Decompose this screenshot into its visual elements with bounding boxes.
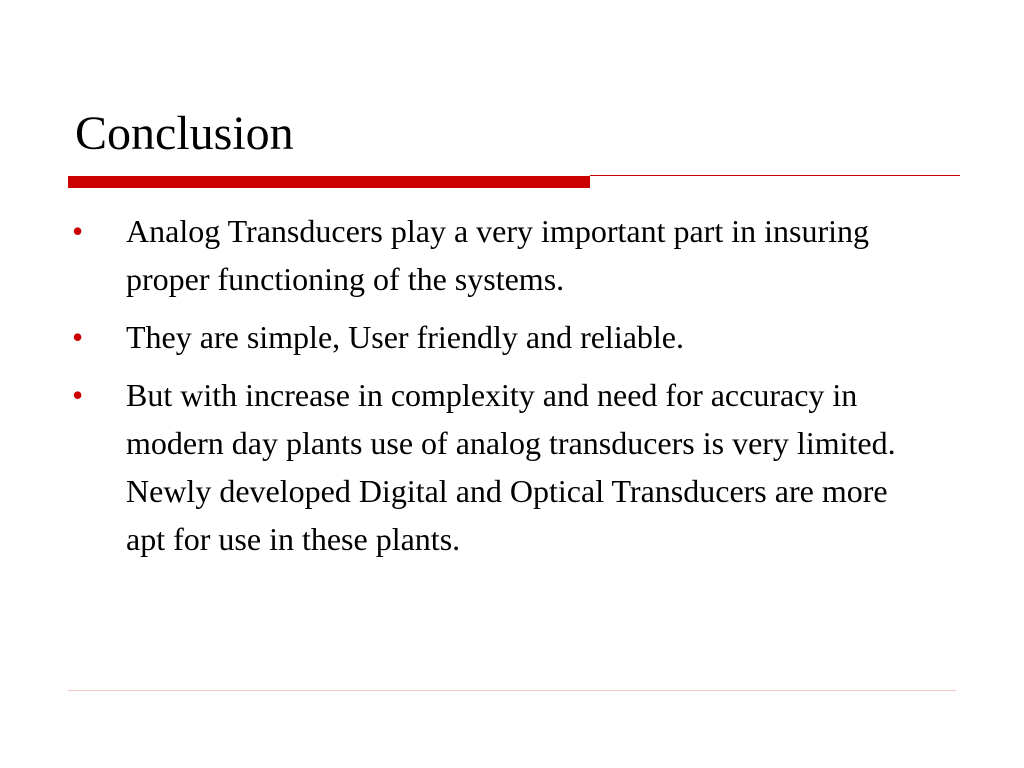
bullet-item (0, 313, 1024, 361)
bullet-item (0, 207, 1024, 303)
bullet-marker: • (72, 377, 84, 413)
bullet-list (0, 207, 1024, 573)
title-underline-thick (68, 176, 590, 188)
bullet-text: They are simple, User friendly and reliable. (126, 319, 684, 355)
bullet-item (0, 371, 1024, 563)
footer-divider (68, 690, 956, 691)
bullet-marker: • (72, 213, 84, 249)
bullet-text: But with increase in complexity and need for accuracy in modern day plants use of analog transducers is very limited. Newly developed Digital and Optical Transducers are more apt for use in these plants. (126, 377, 896, 557)
title-underline-thin (590, 175, 960, 176)
slide-title: Conclusion (75, 107, 294, 160)
bullet-text: Analog Transducers play a very important part in insuring proper functioning of the systems. (126, 213, 869, 297)
bullet-marker: • (72, 319, 84, 355)
